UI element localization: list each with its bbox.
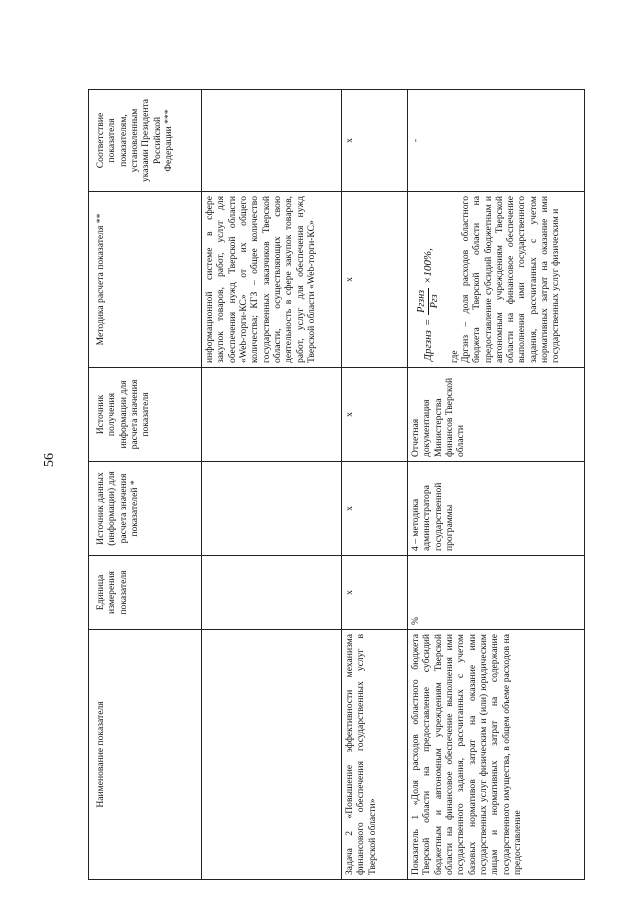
rotated-table-page <box>88 90 585 880</box>
cell-unit: % <box>408 556 585 630</box>
cell-data-source: 4 – методика администратора государственной программы <box>408 462 585 556</box>
method-definition: Дргзнз – доля расходов областного бюджета Тверской области на предоставление субсидий бюджетным и автономным учреждениям Тверской области на финансовое обеспечение выполнения ими государственного задания, рассчитанных с учетом нормативных затрат на оказание ими государственных услуг физическим и <box>459 196 562 363</box>
cell-correspondence <box>202 90 342 192</box>
cell-name: Задача 2 «Повышение эффективности механизма финансового обеспечения государственных услуг в Тверской области» <box>342 630 408 880</box>
method-formula <box>416 196 441 361</box>
header-method: Методика расчета показателя ** <box>89 192 202 368</box>
cell-data-source <box>202 462 342 556</box>
cell-method: х <box>342 192 408 368</box>
header-name: Наименование показателя <box>89 630 202 880</box>
cell-info-source: Отчетная документация Министерства финансов Тверской области <box>408 368 585 462</box>
table-row <box>408 90 585 880</box>
cell-info-source <box>202 368 342 462</box>
header-unit: Единица измерения показателя <box>89 556 202 630</box>
cell-method <box>408 192 585 368</box>
cell-correspondence: х <box>342 90 408 192</box>
cell-data-source: х <box>342 462 408 556</box>
cell-correspondence: - <box>408 90 585 192</box>
cell-info-source: х <box>342 368 408 462</box>
table-row <box>202 90 342 880</box>
header-correspondence: Соответствие показателя показателям, установленным указами Президента Российской Федерации *** <box>89 90 202 192</box>
page-number: 56 <box>42 453 57 467</box>
formula-tail: ×100%, <box>421 248 434 284</box>
cell-unit: х <box>342 556 408 630</box>
cell-name <box>202 630 342 880</box>
formula-numerator: Ргзнз <box>416 289 427 313</box>
formula-denominator: Ргз <box>428 294 440 309</box>
header-row <box>89 90 202 880</box>
cell-name: Показатель 1 «Доля расходов областного бюджета Тверской области на предоставление субсидий бюджетным и автономным учреждениям Тверской области на финансовое обеспечение выполнения ими государственного задания, рассчитанных с учетом базовых нормативов затрат на оказание ими государственных услуг физическим и (или) юридическим лицам и нормативных затрат на содержание государственного имущества, в общем объеме расходов на предоставление <box>408 630 585 880</box>
formula-lhs: Дргзнз <box>421 330 434 361</box>
method-where: где <box>448 350 460 363</box>
header-info-source: Источник получения информации для расчета значения показателя <box>89 368 202 462</box>
cell-unit <box>202 556 342 630</box>
formula-fraction <box>416 288 441 315</box>
table-row <box>342 90 408 880</box>
formula-equals: = <box>421 318 434 327</box>
cell-method: информационной системе в сфере закупок товаров, работ, услуг для обеспечения нужд Тверской области «Web-торги-КС» от их общего количества; КГЗ – общее количество государственных заказчиков Тверской области, осуществляющих свою деятельность в сфере закупок товаров, работ, услуг для обеспечения нужд Тверской области «Web-торги-КС» <box>202 192 342 368</box>
header-data-source: Источник данных (информации) для расчета значения показателей * <box>89 462 202 556</box>
indicators-table <box>88 89 585 880</box>
